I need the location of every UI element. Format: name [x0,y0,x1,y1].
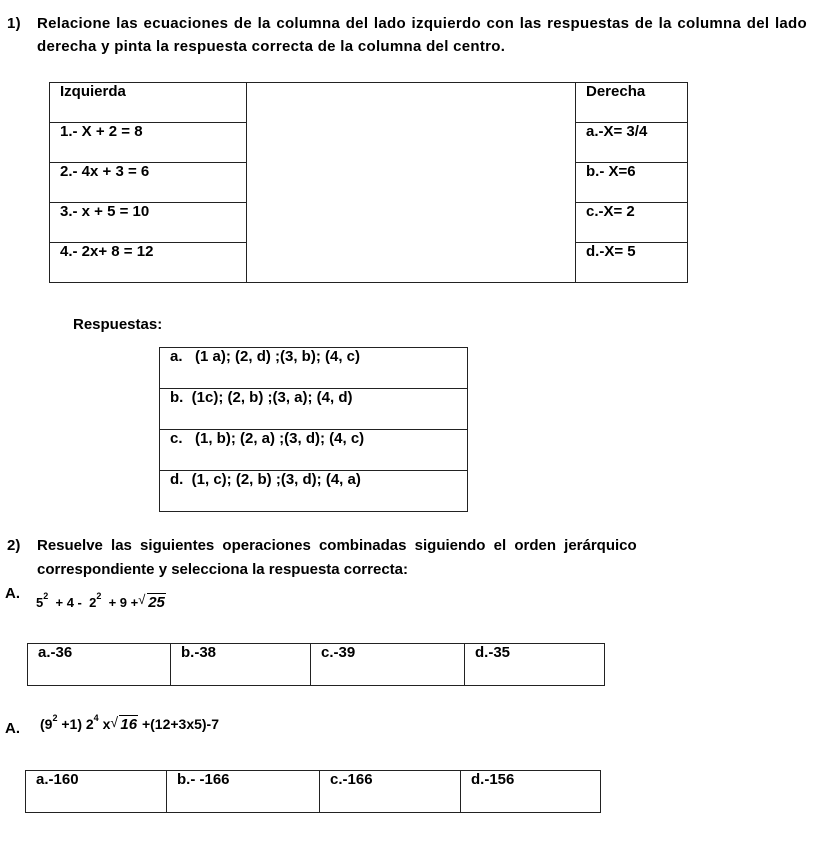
solution-cell: c.-X= 2 [576,203,688,243]
expr-exponent: 2 [96,591,102,601]
expr-term: + 4 - [55,595,82,610]
expr-term: 5 [36,595,44,610]
expr-term: +(12+3x5)-7 [141,716,220,732]
sqrt-symbol: √ 16 [110,714,138,733]
table-header-row [50,83,688,123]
option-c[interactable]: c.-166 [320,771,461,813]
option-c[interactable]: c.-39 [311,644,465,686]
expr-term: 2 [89,595,97,610]
expression [40,713,220,733]
answers-title: Respuestas: [73,316,163,333]
options-table-2 [25,770,601,813]
equation-cell: 4.- 2x+ 8 = 12 [50,243,247,283]
center-answer-column[interactable] [247,83,576,283]
answers-table [159,347,468,512]
header-left: Izquierda [50,83,247,123]
question-2 [7,534,769,582]
option-b[interactable]: b.-38 [171,644,311,686]
answer-option-c[interactable]: c. (1, b); (2, a) ;(3, d); (4, c) [160,430,468,471]
answer-option-a[interactable]: a. (1 a); (2, d) ;(3, b); (4, c) [160,348,468,389]
solution-cell: a.-X= 3/4 [576,123,688,163]
expr-exponent: 2 [43,591,49,601]
option-a[interactable]: a.-36 [28,644,171,686]
option-b[interactable]: b.- -166 [167,771,320,813]
expr-term: +1) 2 [61,716,94,732]
header-right: Derecha [576,83,688,123]
expr-term: x [102,716,111,732]
question-number: 1) [7,15,21,32]
equation-cell: 3.- x + 5 = 10 [50,203,247,243]
question-text-line-1: Resuelve las siguientes operaciones combinadas siguiendo el orden jerárquico [37,537,637,554]
options-table-1 [27,643,605,686]
question-text-line-2: correspondiente y selecciona la respuesta correcta: [37,561,408,578]
equation-cell: 2.- 4x + 3 = 6 [50,163,247,203]
exercise-letter: A. [5,720,20,737]
exercise-letter: A. [5,585,20,602]
solution-cell: b.- X=6 [576,163,688,203]
question-1 [7,12,807,58]
option-d[interactable]: d.-35 [465,644,605,686]
radicand: 16 [120,716,138,733]
equation-cell: 1.- X + 2 = 8 [50,123,247,163]
solution-cell: d.-X= 5 [576,243,688,283]
expr-exponent: 4 [93,713,99,723]
radicand: 25 [148,594,165,611]
expr-term: + 9 + [108,595,139,610]
sqrt-symbol: √ 25 [138,592,165,611]
answer-option-b[interactable]: b. (1c); (2, b) ;(3, a); (4, d) [160,389,468,430]
question-text: Relacione las ecuaciones de la columna del lado izquierdo con las respuestas de la columna del lado derecha y pinta la respuesta correcta de la columna del centro. [37,15,807,55]
matching-table [49,82,688,283]
question-number: 2) [7,537,21,554]
answer-option-d[interactable]: d. (1, c); (2, b) ;(3, d); (4, a) [160,471,468,512]
expr-exponent: 2 [52,713,58,723]
expr-term: (9 [40,716,53,732]
expression [36,591,166,611]
option-d[interactable]: d.-156 [461,771,601,813]
option-a[interactable]: a.-160 [26,771,167,813]
